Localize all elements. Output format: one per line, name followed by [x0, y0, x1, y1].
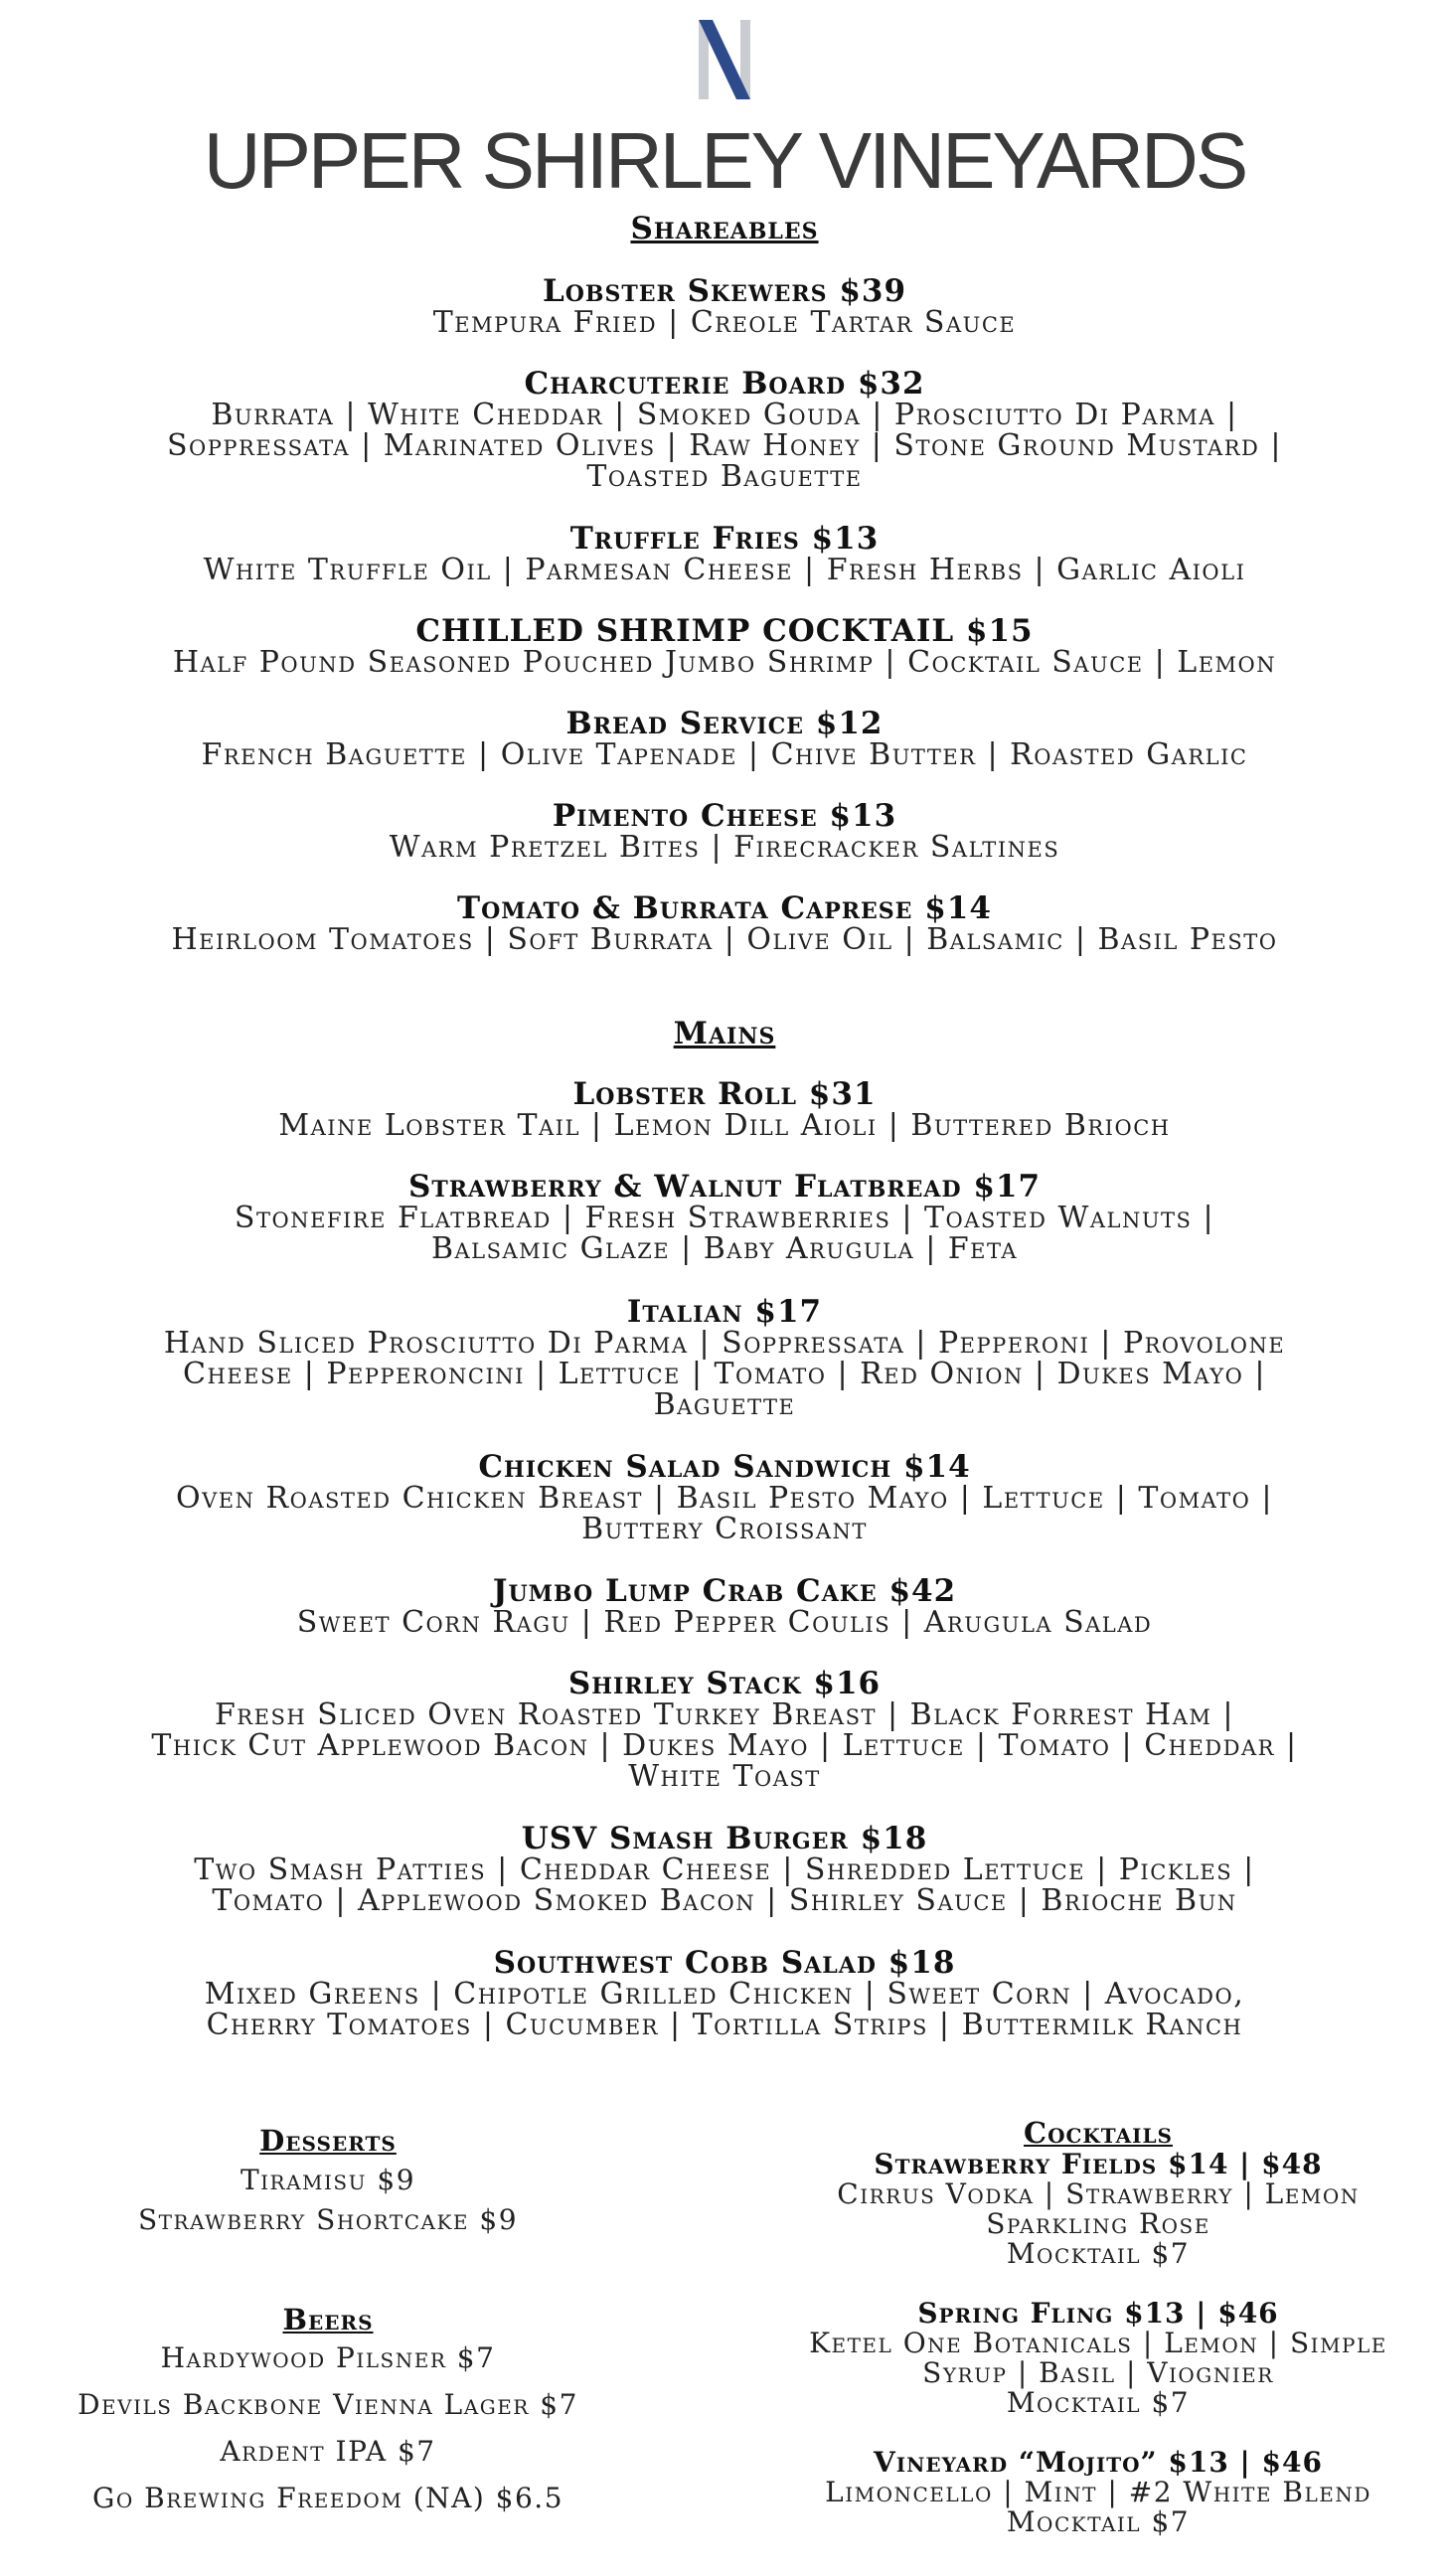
menu-item	[40, 1823, 1409, 1916]
item-desc: Cirrus Vodka | Strawberry | Lemon	[837, 2177, 1360, 2210]
menu-item	[40, 523, 1409, 585]
beer-item: Hardywood Pilsner $7	[160, 2341, 496, 2374]
menu-item	[40, 708, 1409, 770]
item-desc: White Toast	[628, 1759, 821, 1794]
item-desc: Cheese | Pepperoncini | Lettuce | Tomato | Red Onion | Dukes Mayo |	[183, 1357, 1266, 1391]
item-desc: Heirloom Tomatoes | Soft Burrata | Olive Oil | Balsamic | Basil Pesto	[171, 922, 1278, 957]
item-name: Strawberry Fields $14 | $48	[874, 2148, 1323, 2180]
item-name: Italian $17	[626, 1294, 823, 1330]
item-name: Shirley Stack $16	[567, 1666, 882, 1701]
item-desc: Mocktail $7	[1006, 2505, 1191, 2538]
menu-item	[40, 1668, 1409, 1792]
item-desc: Buttery Croissant	[581, 1512, 868, 1546]
menu-item	[40, 368, 1409, 492]
item-desc: Burrata | White Cheddar | Smoked Gouda | Prosciutto Di Parma |	[211, 398, 1238, 432]
item-name: Lobster Skewers $39	[542, 273, 907, 309]
item-desc: Soppressata | Marinated Olives | Raw Honey | Stone Ground Mustard |	[166, 428, 1282, 463]
item-name: Tomato & Burrata Caprese $14	[457, 890, 992, 926]
item-name: Chicken Salad Sandwich $14	[478, 1449, 971, 1485]
menu-item	[40, 1078, 1409, 1141]
menu-item	[40, 1296, 1409, 1420]
item-desc: Tomato | Applewood Smoked Bacon | Shirley Sauce | Brioche Bun	[212, 1883, 1237, 1918]
cocktail-item	[765, 2150, 1431, 2269]
menu-item	[40, 615, 1409, 678]
item-name: Truffle Fries $13	[569, 521, 880, 557]
item-name: Pimento Cheese $13	[552, 798, 897, 834]
item-desc: Hand Sliced Prosciutto Di Parma | Soppressata | Pepperoni | Provolone	[163, 1326, 1286, 1361]
item-desc: Oven Roasted Chicken Breast | Basil Pesto Mayo | Lettuce | Tomato |	[176, 1481, 1273, 1516]
item-desc: Stonefire Flatbread | Fresh Strawberries | Toasted Walnuts |	[234, 1201, 1215, 1235]
cocktail-item	[765, 2448, 1431, 2537]
item-desc: Two Smash Patties | Cheddar Cheese | Shredded Lettuce | Pickles |	[194, 1852, 1255, 1887]
menu-item	[40, 1575, 1409, 1638]
item-desc: Fresh Sliced Oven Roasted Turkey Breast | Black Forrest Ham |	[214, 1697, 1235, 1732]
item-desc: Limoncello | Mint | #2 White Blend	[825, 2476, 1371, 2508]
item-desc: Syrup | Basil | Viognier	[922, 2356, 1274, 2389]
item-name: Charcuterie Board $32	[524, 366, 925, 402]
item-desc: Ketel One Botanicals | Lemon | Simple	[809, 2327, 1387, 2359]
section-title-shareables: Shareables	[630, 211, 819, 246]
item-name: Jumbo Lump Crab Cake $42	[492, 1573, 957, 1609]
item-desc: Warm Pretzel Bites | Firecracker Saltines	[389, 830, 1060, 865]
beer-item: Ardent IPA $7	[220, 2435, 436, 2468]
usv-logo-icon	[699, 20, 750, 99]
item-desc: Half Pound Seasoned Pouched Jumbo Shrimp | Cocktail Sauce | Lemon	[172, 645, 1277, 680]
item-desc: Mixed Greens | Chipotle Grilled Chicken | Sweet Corn | Avocado,	[204, 1977, 1245, 2012]
item-name: CHILLED SHRIMP COCKTAIL $15	[415, 613, 1034, 649]
item-name: Strawberry & Walnut Flatbread $17	[407, 1169, 1042, 1205]
item-name: Vineyard “Mojito” $13 | $46	[874, 2446, 1323, 2479]
menu-item	[40, 1451, 1409, 1544]
cocktail-item	[765, 2299, 1431, 2418]
item-desc: Mocktail $7	[1006, 2237, 1191, 2270]
section-title-desserts: Desserts	[259, 2124, 397, 2158]
menu-item	[40, 800, 1409, 863]
item-desc: Thick Cut Applewood Bacon | Dukes Mayo | Lettuce | Tomato | Cheddar |	[151, 1728, 1298, 1763]
brand-title: UPPER SHIRLEY VINEYARDS	[203, 116, 1246, 205]
item-desc: Mocktail $7	[1006, 2386, 1191, 2419]
menu-item	[40, 1171, 1409, 1264]
menu-item	[40, 892, 1409, 955]
section-title-mains: Mains	[673, 1016, 776, 1051]
item-name: Spring Fling $13 | $46	[917, 2297, 1279, 2330]
item-desc: Sweet Corn Ragu | Red Pepper Coulis | Arugula Salad	[296, 1605, 1153, 1640]
beer-item: Go Brewing Freedom (NA) $6.5	[91, 2482, 564, 2514]
item-desc: Sparkling Rose	[986, 2207, 1210, 2240]
item-desc: Baguette	[653, 1387, 796, 1422]
dessert-item: Strawberry Shortcake $9	[137, 2203, 519, 2236]
item-name: Bread Service $12	[565, 706, 884, 741]
item-desc: Toasted Baguette	[586, 459, 863, 494]
item-name: USV Smash Burger $18	[521, 1821, 928, 1856]
item-desc: Maine Lobster Tail | Lemon Dill Aioli | Buttered Brioch	[278, 1108, 1171, 1143]
section-title-cocktails: Cocktails	[1024, 2116, 1173, 2150]
item-desc: Tempura Fried | Creole Tartar Sauce	[432, 305, 1017, 340]
item-desc: French Baguette | Olive Tapenade | Chive Butter | Roasted Garlic	[201, 737, 1248, 772]
beer-item: Devils Backbone Vienna Lager $7	[78, 2388, 578, 2421]
item-desc: White Truffle Oil | Parmesan Cheese | Fresh Herbs | Garlic Aioli	[203, 553, 1246, 587]
dessert-item: Tiramisu $9	[240, 2164, 416, 2196]
item-name: Southwest Cobb Salad $18	[493, 1945, 956, 1981]
item-name: Lobster Roll $31	[572, 1076, 877, 1112]
item-desc: Cherry Tomatoes | Cucumber | Tortilla Strips | Buttermilk Ranch	[206, 2008, 1243, 2042]
menu-item	[40, 1947, 1409, 2040]
section-title-beers: Beers	[282, 2303, 374, 2336]
item-desc: Balsamic Glaze | Baby Arugula | Feta	[430, 1231, 1019, 1266]
menu-item	[40, 275, 1409, 338]
